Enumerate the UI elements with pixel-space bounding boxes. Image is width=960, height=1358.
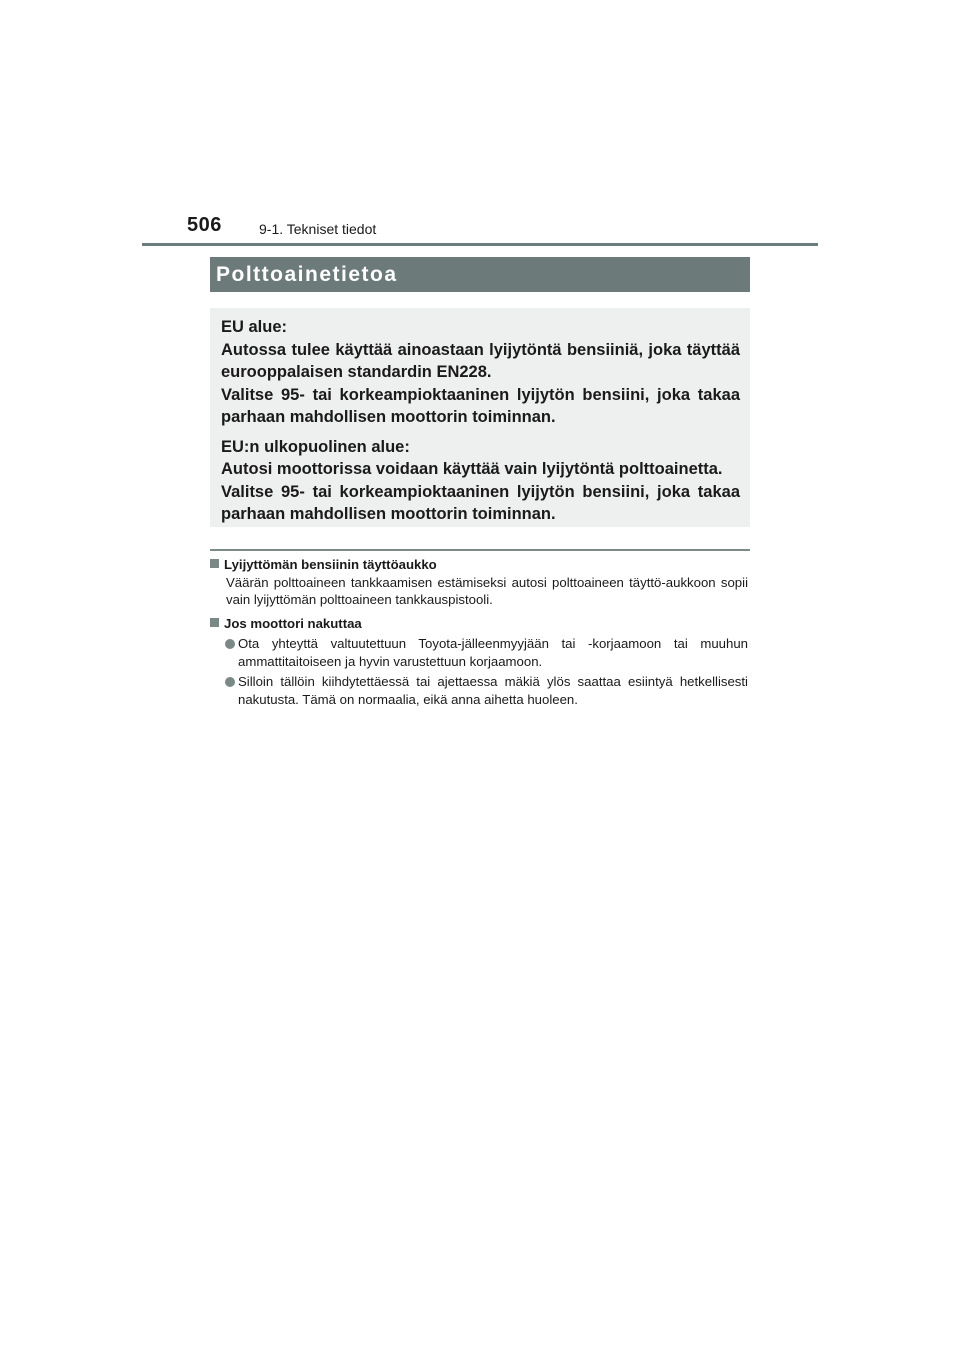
list-item-text: Silloin tällöin kiihdytettäessä tai ajettaessa mäkiä ylös saattaa esiintyä hetkellisesti nakutusta. Tämä on normaalia, eikä anna aihetta huoleen. (238, 674, 748, 707)
section-title-bar (210, 257, 750, 292)
note-body-filler-opening: Väärän polttoaineen tankkaamisen estämiseksi autosi polttoaineen täyttö-aukkoon sopii vain lyijyttömän polttoaineen tankkauspistooli. (226, 574, 748, 607)
page-number: 506 (187, 214, 222, 236)
eu-requirement-text: Autossa tulee käyttää ainoastaan lyijytöntä bensiiniä, joka täyttää eurooppalaisen standardin EN228. (221, 340, 740, 381)
section-label: 9-1. Tekniset tiedot (259, 221, 377, 237)
non-eu-octane-text: Valitse 95- tai korkeampioktaaninen lyijytön bensiini, joka takaa parhaan mahdollisen moottorin toiminnan. (221, 482, 740, 523)
list-item (210, 673, 748, 708)
eu-octane-text: Valitse 95- tai korkeampioktaaninen lyijytön bensiini, joka takaa parhaan mahdollisen moottorin toiminnan. (221, 385, 740, 426)
fuel-info-box (210, 308, 750, 527)
note-heading-text: Lyijyttömän bensiinin täyttöaukko (224, 557, 437, 572)
section-divider (210, 549, 750, 551)
non-eu-heading: EU:n ulkopuolinen alue: (221, 437, 410, 456)
circle-bullet-icon (225, 639, 235, 649)
header-rule (142, 243, 818, 246)
square-bullet-icon (210, 618, 219, 627)
note-heading-filler-opening (210, 556, 748, 574)
note-heading-text: Jos moottori nakuttaa (224, 615, 362, 631)
note-heading-engine-knock (210, 615, 748, 633)
list-item (210, 635, 748, 670)
eu-heading: EU alue: (221, 318, 288, 336)
non-eu-requirement-text: Autosi moottorissa voidaan käyttää vain lyijytöntä polttoainetta. (221, 460, 723, 478)
circle-bullet-icon (225, 677, 235, 687)
section-title: Polttoainetietoa (216, 262, 398, 286)
notes-section (210, 556, 748, 708)
square-bullet-icon (210, 559, 219, 568)
list-item-text: Ota yhteyttä valtuutettuun Toyota-jälleenmyyjään tai -korjaamoon tai muuhun ammattitaitoiseen ja hyvin varustettuun korjaamoon. (238, 636, 748, 669)
